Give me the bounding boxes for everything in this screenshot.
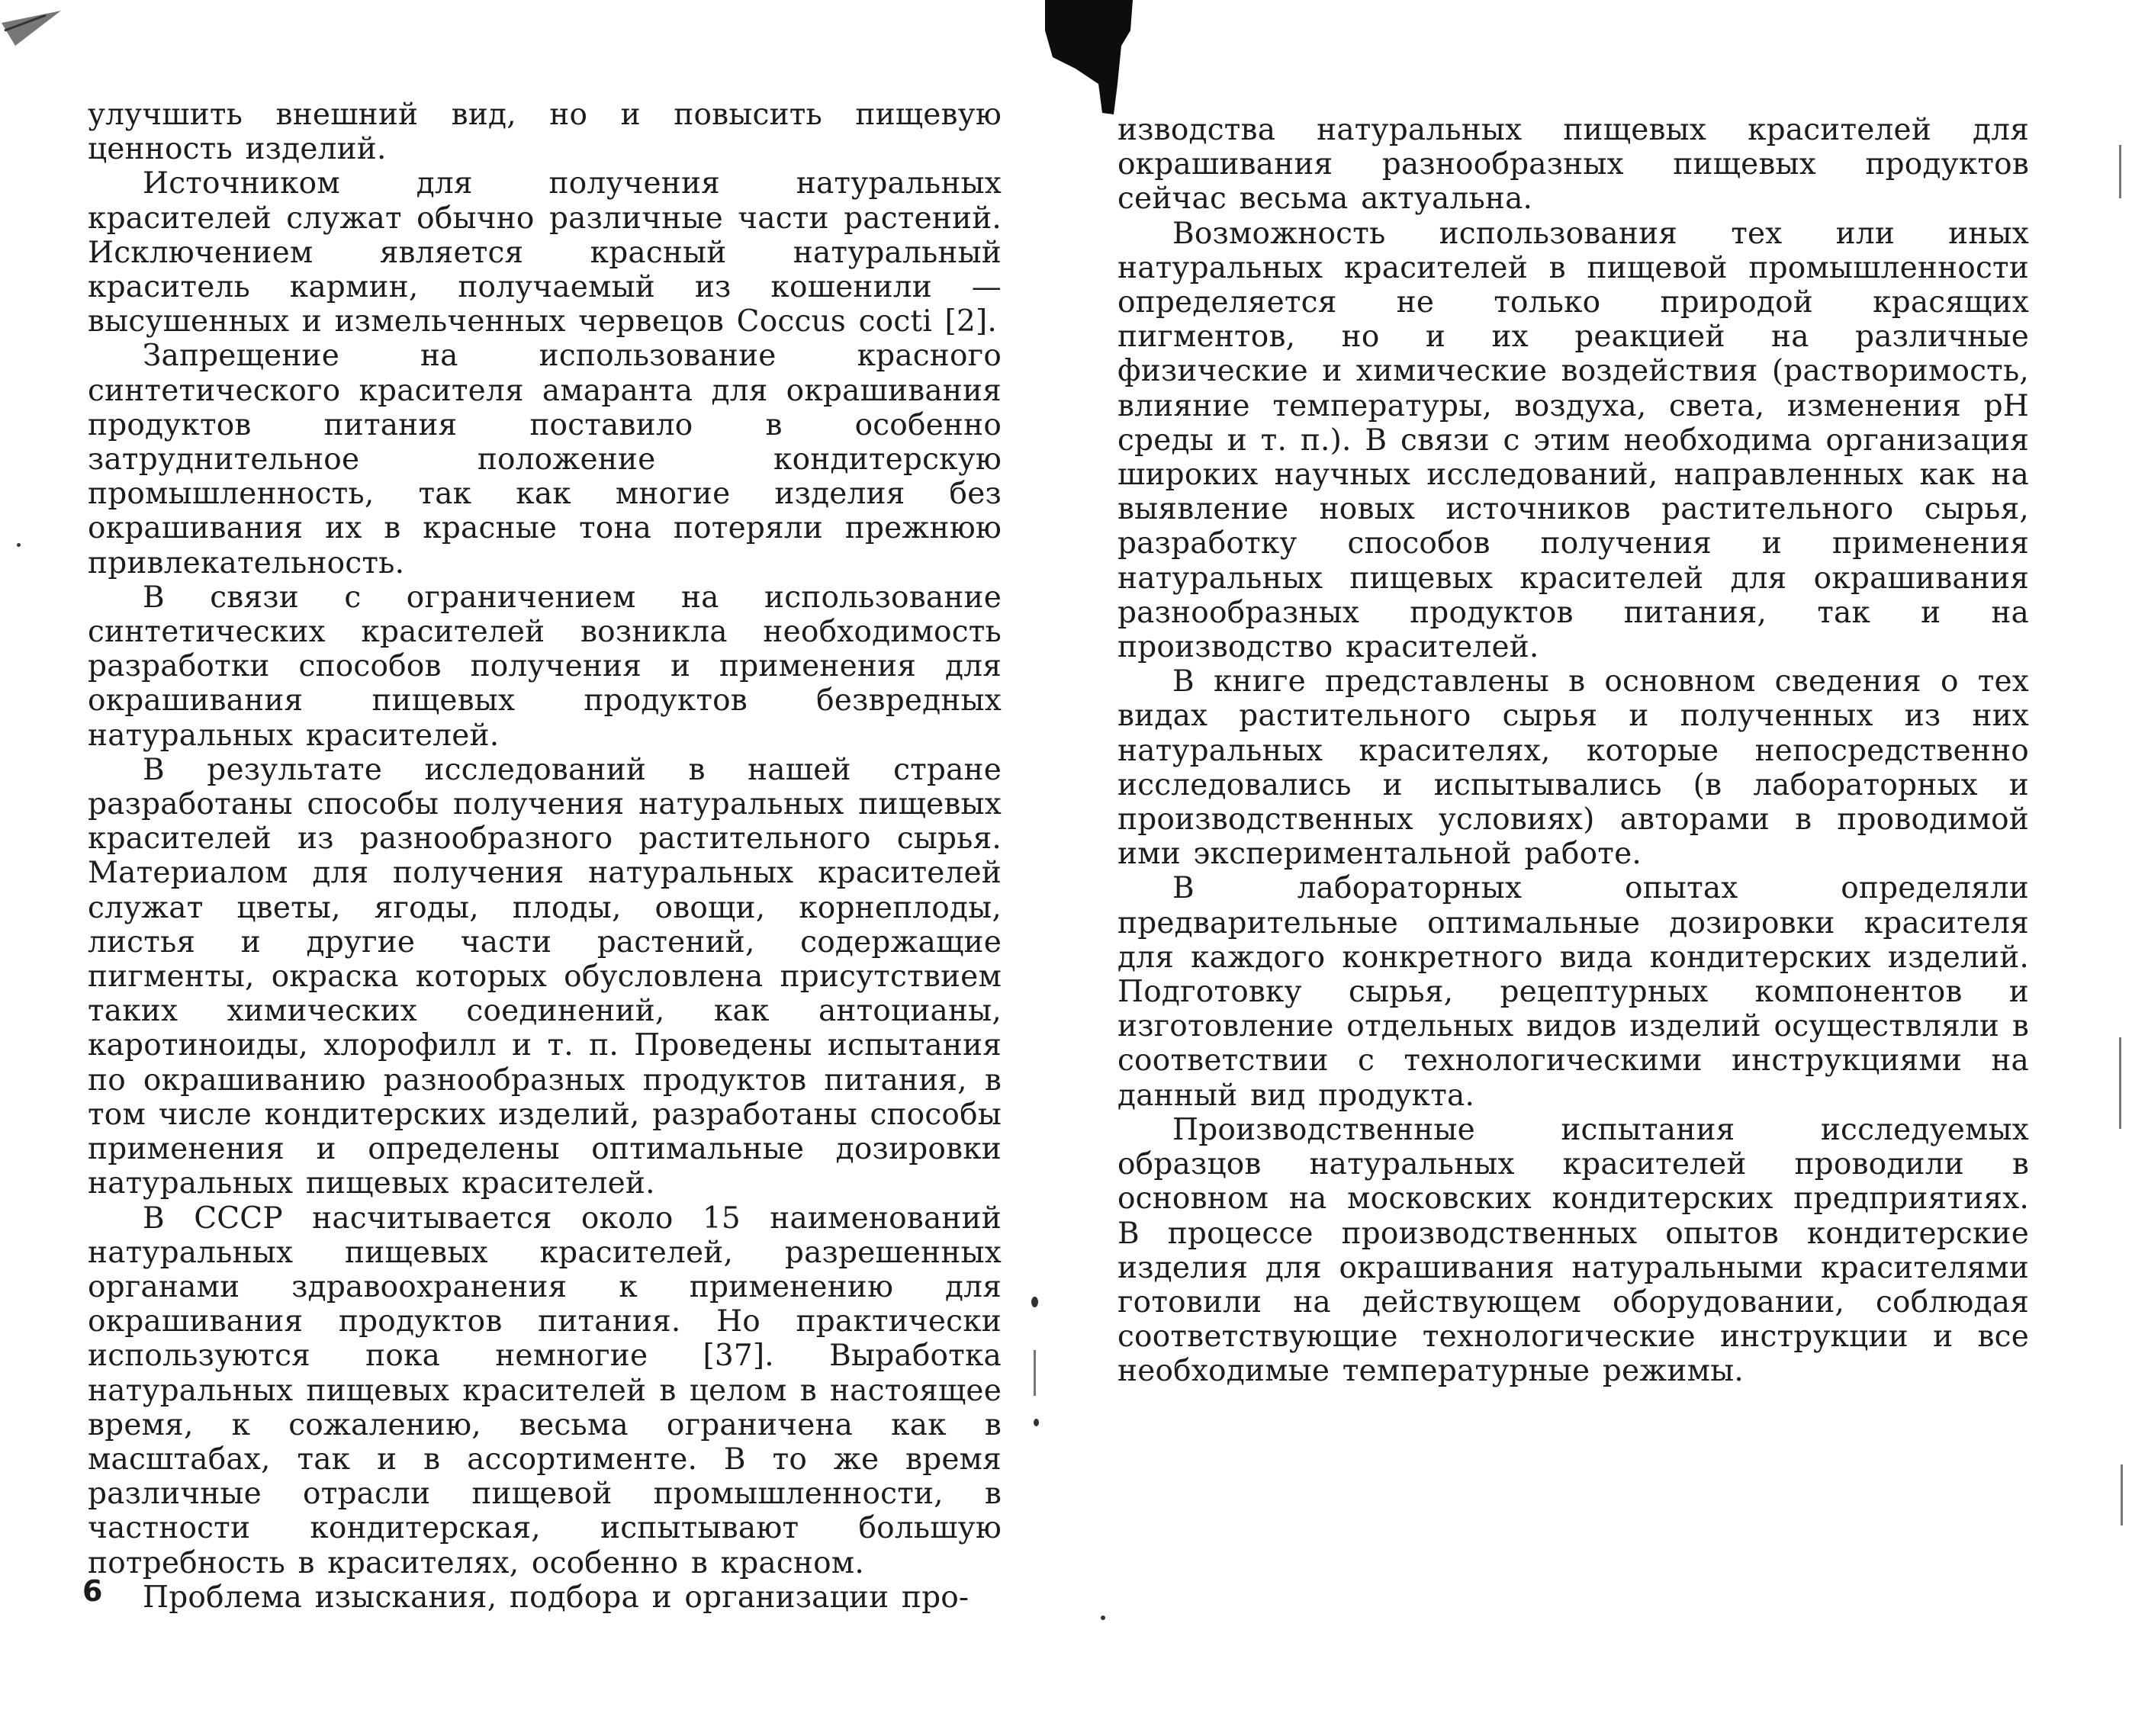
left-page (88, 98, 1002, 1615)
paragraph: изводства натуральных пищевых красителей для окрашивания разнообразных пищевых продуктов сейчас весьма актуальна. (1117, 113, 2029, 217)
paragraph: Запрещение на использование красного синтетического красителя амаранта для окрашивания продуктов питания поставило в особенно затруднительное положение кондитерскую промышленность, так как многие изделия без окрашивания их в красные тона потеряли прежнюю привлекательность. (88, 339, 1002, 580)
corner-scan-mark (0, 0, 69, 61)
paragraph: Проблема изыскания, подбора и организации про- (143, 1580, 970, 1615)
paragraph: В связи с ограничением на использование синтетических красителей возникла необходимость разработки способов получения и применения для окрашивания пищевых продуктов безвредных натуральных красителей. (88, 580, 1002, 753)
paragraph: Производственные испытания исследуемых образцов натуральных красителей проводили в основном на московских кондитерских предприятиях. В процессе производственных опытов кондитерские изделия для окрашивания натуральными красителями готовили на действующем оборудовании, соблюдая соответствующие технологические инструкции и все необходимые температурные режимы. (1117, 1112, 2029, 1389)
page-number: 6 (82, 1574, 103, 1608)
scan-speck (1101, 1615, 1105, 1620)
paragraph: Источником для получения натуральных красителей служат обычно различные части растений. Исключением является красный натуральный краситель кармин, получаемый из кошенили — высушенных и измельченных червецов Coccus cocti [2]. (88, 166, 1002, 339)
page-edge-mark (2121, 1464, 2123, 1525)
paragraph: В лабораторных опытах определяли предварительные оптимальные дозировки красителя для каждого конкретного вида кондитерских изделий. Подготовку сырья, рецептурных компонентов и изготовление отдельных видов изделий осуществляли в соответствии с технологическими инструкциями на данный вид продукта. (1117, 871, 2029, 1113)
paragraph: В СССР насчитывается около 15 наименований натуральных пищевых красителей, разрешенных органами здравоохранения к применению для окрашивания продуктов питания. Но практически используются пока немногие [37]. Выработка натуральных пищевых красителей в целом в настоящее время, к сожалению, весьма ограничена как в масштабах, так и в ассортименте. В то же время различные отрасли пищевой промышленности, в частности кондитерская, испытывают большую потребность в красителях, особенно в красном. (88, 1201, 1002, 1580)
right-page (1117, 113, 2029, 1389)
page-edge-mark (1034, 1350, 1036, 1396)
paragraph: Возможность использования тех или иных натуральных красителей в пищевой промышленности определяется не только природой красящих пигментов, но и их реакцией на различные физические и химические воздействия (растворимость, влияние температуры, воздуха, света, изменения pH среды и т. п.). В связи с этим необходима организация широких научных исследований, направленных как на выявление новых источников растительного сырья, разработку способов получения и применения натуральных пищевых красителей для окрашивания разнообразных продуктов питания, так и на производство красителей. (1117, 216, 2029, 665)
paragraph: В книге представлены в основном сведения о тех видах растительного сырья и полученных из них натуральных красителях, которые непосредственно исследовались и испытывались (в лабораторных и производственных условиях) авторами в проводимой ими экспериментальной работе. (1117, 664, 2029, 872)
paragraph: улучшить внешний вид, но и повысить пищевую ценность изделий. (88, 98, 1002, 167)
page-edge-mark (2119, 145, 2121, 198)
ink-blot (1045, 0, 1133, 114)
scan-speck (1034, 1419, 1039, 1426)
scan-speck (1031, 1297, 1038, 1307)
scan-speck (17, 543, 21, 547)
paragraph: В результате исследований в нашей стране разработаны способы получения натуральных пищевых красителей из разнообразного растительного сырья. Материалом для получения натуральных красителей служат цветы, ягоды, плоды, овощи, корнеплоды, листья и другие части растений, содержащие пигменты, окраска которых обусловлена присутствием таких химических соединений, как антоцианы, каротиноиды, хлорофилл и т. п. Проведены испытания по окрашиванию разнообразных продуктов питания, в том числе кондитерских изделий, разработаны способы применения и определены оптимальные дозировки натуральных пищевых красителей. (88, 752, 1002, 1201)
page-edge-mark (2119, 1037, 2121, 1129)
